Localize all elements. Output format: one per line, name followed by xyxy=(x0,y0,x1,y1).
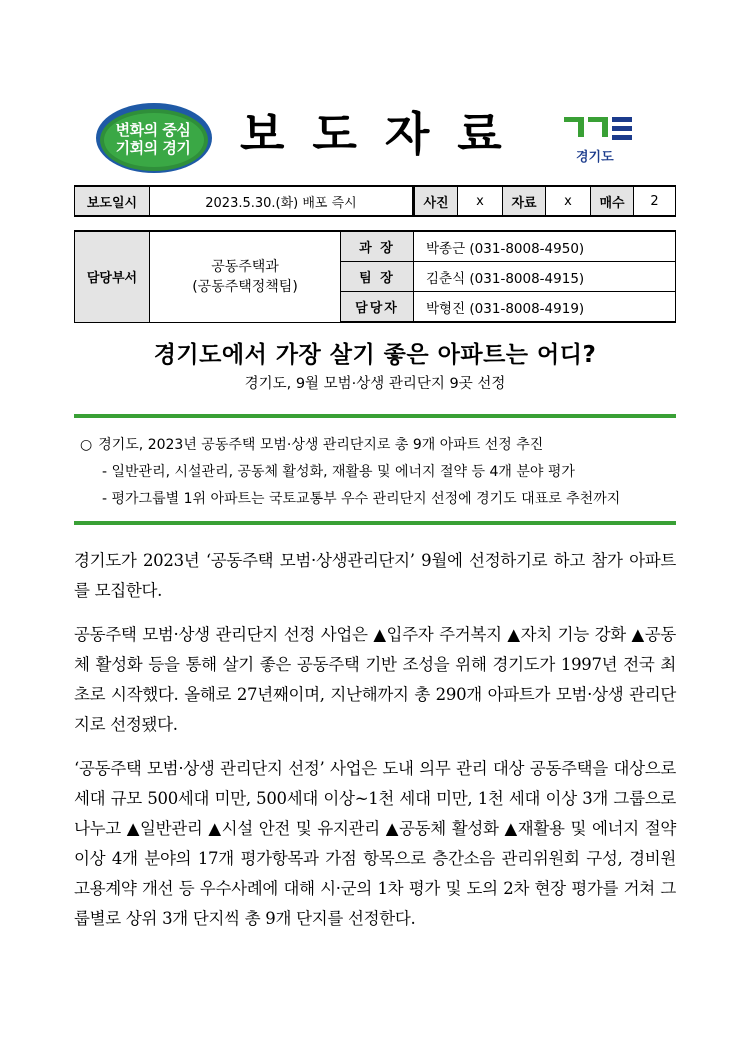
body-paragraph: 공동주택 모범·상생 관리단지 선정 사업은 ▲입주자 주거복지 ▲자치 기능 강화 ▲공동체 활성화 등을 통해 살기 좋은 공동주택 기반 조성을 위해 경기도가 1997년 전국 최초로 시작했다. 올해로 27년째이며, 지난해까지 총 290개 아파트가 모범·상생 관리단지로 선정됐다. xyxy=(74,625,676,734)
summary-sub-item: - 일반관리, 시설관리, 공동체 활성화, 재활용 및 에너지 절약 등 4개 분야 평가 xyxy=(102,464,575,480)
slogan-badge xyxy=(94,101,214,175)
summary-bullet: ○ xyxy=(80,437,93,453)
material-value: x xyxy=(546,186,591,216)
logo-text: 경기도 xyxy=(576,150,614,165)
summary-sub-item: - 평가그룹별 1위 아파트는 국토교통부 우수 관리단지 선정에 경기도 대표로 추천까지 xyxy=(102,491,621,507)
gyeonggi-logo-icon xyxy=(562,113,634,147)
dept-name xyxy=(150,231,341,322)
role-label: 팀 장 xyxy=(341,262,414,292)
role-label: 담당자 xyxy=(341,292,414,323)
photo-value: x xyxy=(458,186,503,216)
dept-label: 담당부서 xyxy=(75,231,150,322)
document-title: 보도자료 xyxy=(240,107,530,161)
contact-person: 김춘식 (031-8008-4915) xyxy=(414,262,676,292)
pages-label: 매수 xyxy=(591,186,634,216)
summary-bottom-divider xyxy=(74,521,676,525)
contact-table xyxy=(74,230,676,323)
gyeonggi-logo xyxy=(562,113,634,165)
photo-label: 사진 xyxy=(414,186,458,216)
release-date-label: 보도일시 xyxy=(75,186,150,216)
body-paragraph: ‘공동주택 모범·상생 관리단지 선정’ 사업은 도내 의무 관리 대상 공동주택을 대상으로 세대 규모 500세대 미만, 500세대 이상~1천 세대 미만, 1천 세대 이상 3개 그룹으로 나누고 ▲일반관리 ▲시설 안전 및 유지관리 ▲공동체 활성화 ▲재활용 및 에너지 절약 이상 4개 분야의 17개 평가항목과 가점 항목으로 층간소음 관리위원회 구성, 경비원 고용계약 개선 등 우수사례에 대해 시·군의 1차 평가 및 도의 2차 현장 평가를 거쳐 그룹별로 상위 3개 단지씩 총 9개 단지를 선정한다. xyxy=(74,759,676,928)
role-label: 과 장 xyxy=(341,231,414,262)
release-date-value: 2023.5.30.(화) 배포 즉시 xyxy=(150,186,414,216)
article-body xyxy=(74,546,676,948)
contact-person: 박형진 (031-8008-4919) xyxy=(414,292,676,323)
slogan-line-1: 변화의 중심 xyxy=(115,121,191,139)
pages-value: 2 xyxy=(634,186,676,216)
headline: 경기도에서 가장 살기 좋은 아파트는 어디? xyxy=(153,342,597,368)
summary-top-divider xyxy=(74,414,676,418)
summary-box xyxy=(80,432,676,513)
summary-main xyxy=(80,432,676,459)
dept-line-1: 공동주택과 xyxy=(211,258,279,275)
release-info-table xyxy=(74,185,676,217)
subheadline: 경기도, 9월 모범·상생 관리단지 9곳 선정 xyxy=(244,376,506,392)
summary-main-text: 경기도, 2023년 공동주택 모범·상생 관리단지로 총 9개 아파트 선정 추진 xyxy=(98,437,544,453)
body-paragraph: 경기도가 2023년 ‘공동주택 모범·상생관리단지’ 9월에 선정하기로 하고 참가 아파트를 모집한다. xyxy=(74,551,676,600)
dept-line-2: (공동주택정책팀) xyxy=(192,278,298,295)
contact-person: 박종근 (031-8008-4950) xyxy=(414,231,676,262)
slogan-line-2: 기회의 경기 xyxy=(115,139,191,157)
material-label: 자료 xyxy=(503,186,546,216)
